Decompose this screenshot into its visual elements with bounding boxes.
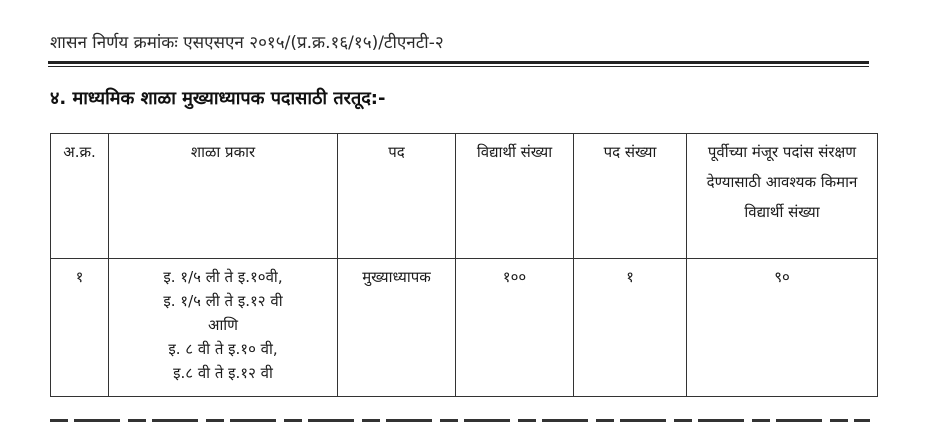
cell-students: १०० bbox=[456, 259, 574, 397]
column-header-serial: अ.क्र. bbox=[51, 134, 109, 259]
table-row bbox=[51, 259, 878, 397]
cell-post: मुख्याध्यापक bbox=[338, 259, 456, 397]
cell-school-type bbox=[109, 259, 338, 397]
school-type-line: आणि bbox=[207, 316, 239, 334]
cropped-next-line bbox=[50, 412, 870, 424]
document-reference: शासन निर्णय क्रमांकः एसएसएन २०१५/(प्र.क्र.१६/१५)/टीएनटी-२ bbox=[50, 33, 444, 53]
school-type-line: इ. १/५ ली ते इ.१०वी, bbox=[163, 268, 283, 286]
table-header-row bbox=[51, 134, 878, 259]
cell-serial: १ bbox=[51, 259, 109, 397]
headmaster-provision-table bbox=[50, 133, 878, 397]
school-type-line: इ.८ वी ते इ.१२ वी bbox=[173, 364, 273, 382]
school-type-line: इ. १/५ ली ते इ.१२ वी bbox=[163, 292, 283, 310]
header-rule-thick bbox=[48, 61, 869, 64]
section-heading: ४. माध्यमिक शाळा मुख्याध्यापक पदासाठी तरतूद:- bbox=[50, 88, 386, 109]
header-rule-thin bbox=[48, 66, 869, 67]
column-header-min-students: पूर्वीच्या मंजूर पदांस संरक्षण देण्यासाठी आवश्यक किमान विद्यार्थी संख्या bbox=[687, 134, 878, 259]
column-header-school-type: शाळा प्रकार bbox=[109, 134, 338, 259]
school-type-line: इ. ८ वी ते इ.१० वी, bbox=[168, 340, 278, 358]
cell-post-count: १ bbox=[574, 259, 687, 397]
column-header-post: पद bbox=[338, 134, 456, 259]
column-header-students: विद्यार्थी संख्या bbox=[456, 134, 574, 259]
column-header-post-count: पद संख्या bbox=[574, 134, 687, 259]
cell-min-students: ९० bbox=[687, 259, 878, 397]
